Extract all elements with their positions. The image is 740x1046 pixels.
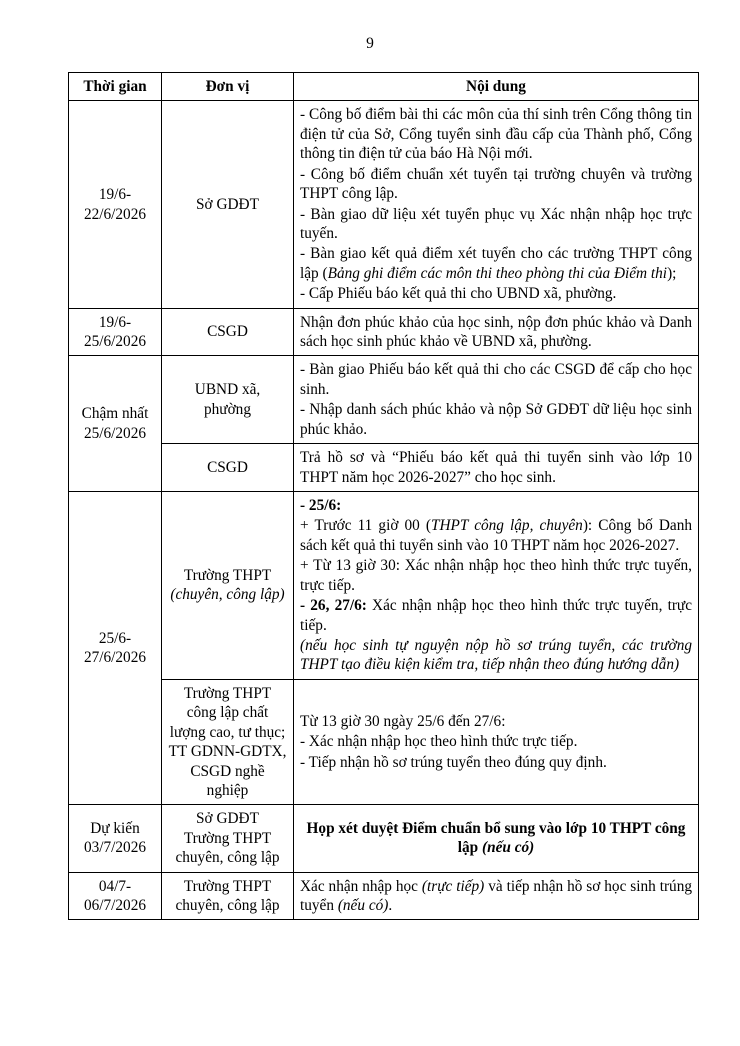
table-header — [69, 73, 699, 101]
unit-line: phường — [204, 400, 251, 418]
unit-line: UBND xã, — [194, 381, 261, 399]
content-paragraph: - Tiếp nhận hồ sơ trúng tuyển theo đúng quy định. — [300, 753, 607, 771]
time-line: 04/7- — [98, 877, 132, 895]
column-header-unit: Đơn vị — [162, 73, 294, 101]
unit-cell — [162, 872, 294, 920]
table-row — [69, 805, 699, 872]
content-paragraph: Xác nhận nhập học (trực tiếp) và tiếp nhận hồ sơ học sinh trúng tuyển (nếu có). — [300, 877, 692, 915]
table-body — [69, 101, 699, 920]
content-cell — [294, 492, 699, 680]
content-paragraph: - Công bố điểm bài thi các môn của thí sinh trên Cổng thông tin điện tử của Sở, Cổng tuyển sinh đầu cấp của Thành phố, Cổng thông tin điện tử của báo Hà Nội mới. — [300, 106, 692, 163]
table-row — [69, 679, 699, 805]
time-line: Chậm nhất — [81, 405, 149, 423]
unit-line: Trường THPT — [183, 566, 272, 584]
column-header-content: Nội dung — [294, 73, 699, 101]
unit-cell — [162, 356, 294, 444]
content-cell — [294, 805, 699, 872]
schedule-table-container — [68, 72, 698, 920]
table-row — [69, 444, 699, 492]
table-row — [69, 872, 699, 920]
time-line: 25/6- — [98, 629, 132, 647]
time-line: 22/6/2026 — [83, 205, 147, 223]
table-row — [69, 356, 699, 444]
unit-line: chuyên, công lập — [175, 897, 280, 915]
time-cell — [69, 872, 162, 920]
content-cell — [294, 872, 699, 920]
content-cell — [294, 679, 699, 805]
unit-line: lượng cao, tư thục; — [169, 723, 286, 741]
time-cell — [69, 356, 162, 492]
time-cell — [69, 308, 162, 356]
content-paragraph: + Từ 13 giờ 30: Xác nhận nhập học theo hình thức trực tuyến, trực tiếp. — [300, 557, 692, 594]
schedule-table — [68, 72, 699, 920]
content-paragraph: - Xác nhận nhập học theo hình thức trực tiếp. — [300, 733, 578, 751]
time-cell — [69, 805, 162, 872]
table-header-row — [69, 73, 699, 101]
unit-line: Trường THPT — [183, 684, 272, 702]
content-paragraph: + Trước 11 giờ 00 (THPT công lập, chuyên): Công bố Danh sách kết quả thi tuyển sinh vào 10 THPT năm học 2026-2027. — [300, 517, 693, 554]
unit-line: chuyên, công lập — [175, 849, 280, 867]
content-paragraph: Họp xét duyệt Điểm chuẩn bổ sung vào lớp 10 THPT công lập (nếu có) — [306, 820, 686, 857]
unit-cell — [162, 805, 294, 872]
table-row — [69, 101, 699, 308]
unit-cell — [162, 679, 294, 805]
unit-line: công lập chất — [186, 704, 269, 722]
unit-line: Trường THPT — [183, 829, 272, 847]
time-line: 03/7/2026 — [83, 839, 147, 857]
time-line: 25/6/2026 — [83, 424, 147, 442]
content-paragraph: - Nhập danh sách phúc khảo và nộp Sở GDĐT dữ liệu học sinh phúc khảo. — [300, 401, 692, 438]
time-cell — [69, 492, 162, 805]
content-paragraph: - Bàn giao dữ liệu xét tuyển phục vụ Xác nhận nhập học trực tuyến. — [300, 205, 692, 242]
content-paragraph: - 25/6: — [300, 497, 342, 515]
content-paragraph: Từ 13 giờ 30 ngày 25/6 đến 27/6: — [300, 712, 506, 730]
unit-cell — [162, 492, 294, 680]
time-line: 25/6/2026 — [83, 333, 147, 351]
content-paragraph: Trả hồ sơ và “Phiếu báo kết quả thi tuyển sinh vào lớp 10 THPT năm học 2026-2027” cho học sinh. — [300, 449, 692, 486]
content-cell — [294, 444, 699, 492]
unit-line: Trường THPT — [183, 877, 272, 895]
time-line: 19/6- — [98, 186, 132, 204]
content-paragraph: - Bàn giao kết quả điểm xét tuyển cho các trường THPT công lập (Bảng ghi điểm các môn thi theo phòng thi của Điểm thi); — [300, 245, 692, 282]
page-number: 9 — [366, 35, 374, 52]
column-header-time: Thời gian — [69, 73, 162, 101]
time-cell — [69, 101, 162, 308]
unit-line-italic: (chuyên, công lập) — [170, 586, 285, 604]
unit-line: TT GDNN-GDTX, — [168, 743, 287, 761]
time-line: 06/7/2026 — [83, 897, 147, 915]
content-cell — [294, 101, 699, 308]
unit-cell: CSGD — [162, 308, 294, 356]
content-paragraph: - 26, 27/6: Xác nhận nhập học theo hình thức trực tuyến, trực tiếp. — [300, 597, 693, 634]
content-paragraph: - Cấp Phiếu báo kết quả thi cho UBND xã, phường. — [300, 285, 617, 303]
unit-cell: Sở GDĐT — [162, 101, 294, 308]
unit-line: Sở GDĐT — [196, 810, 259, 828]
content-paragraph: (nếu học sinh tự nguyện nộp hồ sơ trúng tuyển, các trường THPT tạo điều kiện kiểm tra, tiếp nhận theo đúng hướng dẫn) — [300, 636, 692, 674]
table-row — [69, 492, 699, 680]
content-paragraph: - Công bố điểm chuẩn xét tuyển tại trường chuyên và trường THPT công lập. — [300, 165, 692, 203]
time-line: 27/6/2026 — [83, 649, 147, 667]
unit-cell: CSGD — [162, 444, 294, 492]
content-cell — [294, 356, 699, 444]
content-paragraph: Nhận đơn phúc khảo của học sinh, nộp đơn phúc khảo và Danh sách học sinh phúc khảo về UBND xã, phường. — [300, 313, 692, 351]
content-paragraph: - Bàn giao Phiếu báo kết quả thi cho các CSGD để cấp cho học sinh. — [300, 361, 692, 398]
content-cell — [294, 308, 699, 356]
unit-line: CSGD nghề nghiệp — [190, 762, 265, 799]
time-line: Dự kiến — [90, 820, 140, 838]
time-line: 19/6- — [98, 313, 132, 331]
table-row — [69, 308, 699, 356]
